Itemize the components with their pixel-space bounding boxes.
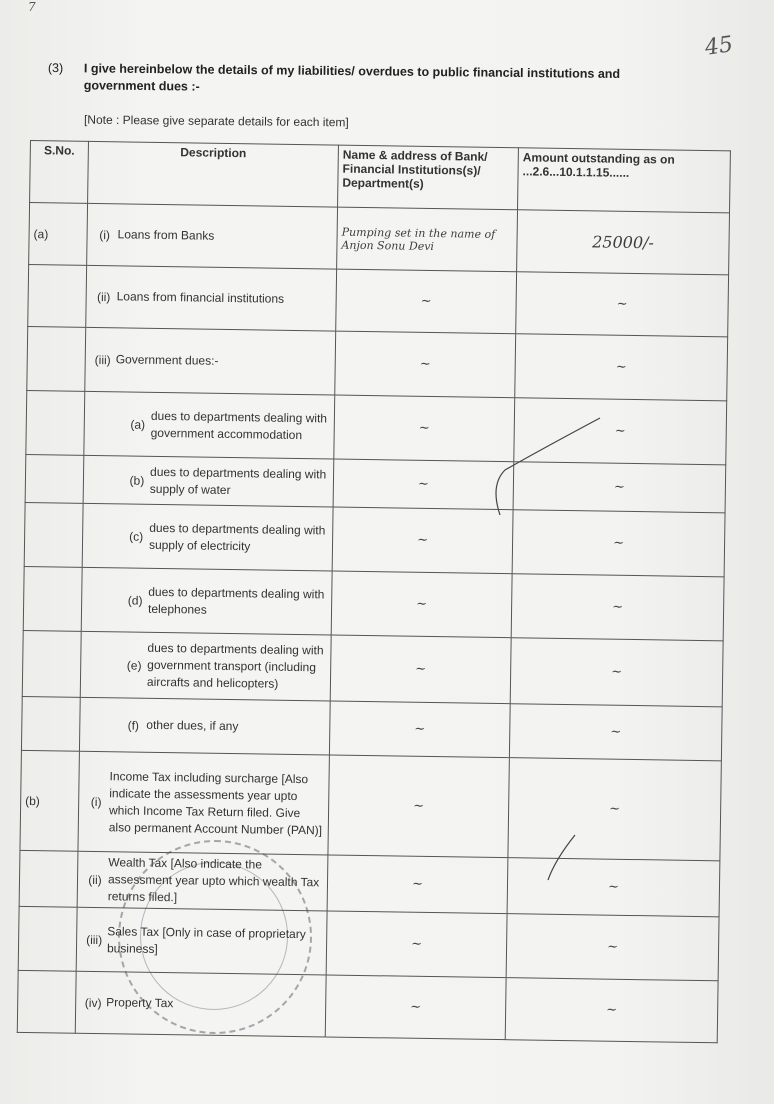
- cell-description: [75, 971, 326, 1037]
- cell-description: [79, 697, 330, 755]
- cell-sno: [27, 326, 86, 391]
- cell-name-address: ~: [334, 395, 515, 462]
- cell-sno: [25, 454, 84, 503]
- corner-mark-left: 7: [28, 0, 36, 14]
- cell-sub-label: (d): [127, 593, 143, 608]
- section-number: (3): [47, 60, 64, 76]
- cell-sub-label: (iv): [84, 995, 102, 1010]
- cell-sub-label: (f): [127, 718, 140, 733]
- cell-name-address: ~: [332, 507, 513, 574]
- table-row: [20, 750, 721, 860]
- cell-name-address: ~: [333, 459, 514, 510]
- header-name-address: Name & address of Bank/ Financial Institutions(s)/ Department(s): [338, 145, 519, 210]
- cell-name-address: ~: [325, 975, 506, 1040]
- table-row: [28, 264, 729, 336]
- cell-sno: [18, 906, 77, 971]
- header-description: Description: [88, 141, 339, 207]
- header-amount: Amount outstanding as on ...2.6...10.1.1.15......: [518, 148, 731, 213]
- cell-name-address: ~: [327, 855, 508, 914]
- cell-description: [80, 631, 331, 701]
- cell-amount: 25000/-: [517, 210, 730, 275]
- cell-description: [81, 567, 332, 635]
- cell-name-address: ~: [336, 269, 517, 334]
- cell-amount: ~: [516, 272, 729, 337]
- cell-desc-text: Government dues:-: [115, 352, 219, 368]
- cell-name-address: ~: [335, 331, 516, 398]
- section-note: [Note : Please give separate details for each item]: [83, 112, 349, 130]
- cell-sno: [22, 630, 81, 697]
- cell-amount: ~: [514, 398, 727, 465]
- cell-sno: [21, 696, 80, 751]
- cell-amount: ~: [507, 858, 720, 917]
- cell-description: [77, 851, 328, 911]
- cell-desc-text: dues to departments dealing with supply of water: [149, 464, 327, 497]
- cell-name-address: ~: [329, 701, 510, 758]
- cell-sub-label: (b): [129, 473, 145, 488]
- table-row: [29, 203, 730, 275]
- cell-description: [85, 327, 336, 395]
- cell-sno: [19, 850, 78, 907]
- cell-sno: (b): [20, 750, 79, 851]
- cell-description: [78, 751, 329, 855]
- cell-description: [84, 391, 335, 459]
- section-heading: [47, 60, 708, 94]
- cell-amount: ~: [511, 574, 724, 641]
- cell-description: [76, 907, 327, 975]
- cell-sno: [23, 566, 82, 631]
- cell-desc-text: Wealth Tax [Also indicate the assessment year upto which wealth Tax returns filed.]: [107, 855, 320, 905]
- table-row: [22, 630, 723, 706]
- table-row: [17, 970, 718, 1042]
- table-row: [27, 326, 728, 400]
- cell-amount: ~: [506, 914, 719, 981]
- cell-description: [87, 203, 338, 269]
- table-row: [23, 566, 724, 640]
- table-row: [24, 502, 725, 576]
- cell-amount: ~: [505, 978, 718, 1043]
- cell-amount: ~: [509, 704, 722, 761]
- cell-description: [86, 265, 337, 331]
- cell-sub-label: (i): [99, 227, 111, 242]
- cell-sub-label: (ii): [88, 872, 102, 887]
- cell-sno: [26, 390, 85, 455]
- cell-sno: [24, 502, 83, 567]
- cell-desc-text: dues to departments dealing with government accommodation: [150, 408, 328, 442]
- cell-desc-text: other dues, if any: [146, 717, 239, 734]
- cell-desc-text: Income Tax including surcharge [Also indicate the assessments year upto which Income Tax Return filed. Give also permanent Account Number (PAN)]: [108, 768, 323, 837]
- cell-sno: [17, 970, 76, 1033]
- cell-sub-label: (i): [90, 794, 102, 809]
- cell-desc-text: Sales Tax [Only in case of proprietary business]: [106, 923, 306, 956]
- cell-sub-label: (c): [129, 529, 144, 544]
- cell-amount: ~: [512, 510, 725, 577]
- cell-description: [82, 503, 333, 571]
- cell-sno: (a): [29, 203, 88, 266]
- cell-desc-text: Property Tax: [106, 995, 174, 1011]
- cell-name-address: ~: [331, 571, 512, 638]
- cell-name-address: Pumping set in the name of Anjon Sonu Devi: [337, 207, 518, 272]
- cell-sub-label: (iii): [94, 352, 111, 367]
- table-row: [19, 850, 720, 916]
- cell-sub-label: (iii): [86, 932, 103, 947]
- liabilities-table: [17, 140, 731, 1043]
- cell-desc-text: dues to departments dealing with telephones: [147, 584, 325, 617]
- cell-name-address: ~: [330, 635, 511, 704]
- cell-sno: [28, 264, 87, 327]
- cell-name-address: ~: [328, 755, 509, 858]
- liabilities-table-wrap: [17, 140, 730, 1043]
- cell-desc-text: Loans from Banks: [117, 227, 215, 243]
- cell-description: [83, 455, 334, 507]
- cell-sub-label: (ii): [96, 289, 111, 304]
- cell-amount: ~: [510, 638, 723, 707]
- cell-desc-text: dues to departments dealing with supply of electricity: [148, 520, 326, 553]
- cell-amount: ~: [508, 758, 721, 861]
- cell-sub-label: (e): [126, 657, 142, 673]
- section-heading-text: I give hereinbelow the details of my liabilities/ overdues to public financial institutions and government dues :-: [83, 61, 621, 94]
- cell-amount: ~: [513, 462, 726, 513]
- cell-sub-label: (a): [130, 417, 146, 432]
- header-sno: S.No.: [30, 141, 89, 204]
- cell-amount: ~: [515, 334, 728, 401]
- cell-desc-text: dues to departments dealing with government transport (including aircrafts and helicopters): [146, 640, 324, 691]
- table-row: [26, 390, 727, 464]
- cell-desc-text: Loans from financial institutions: [116, 289, 285, 306]
- page-number-handwritten: 45: [703, 32, 735, 61]
- table-row: [18, 906, 719, 980]
- cell-name-address: ~: [326, 911, 507, 978]
